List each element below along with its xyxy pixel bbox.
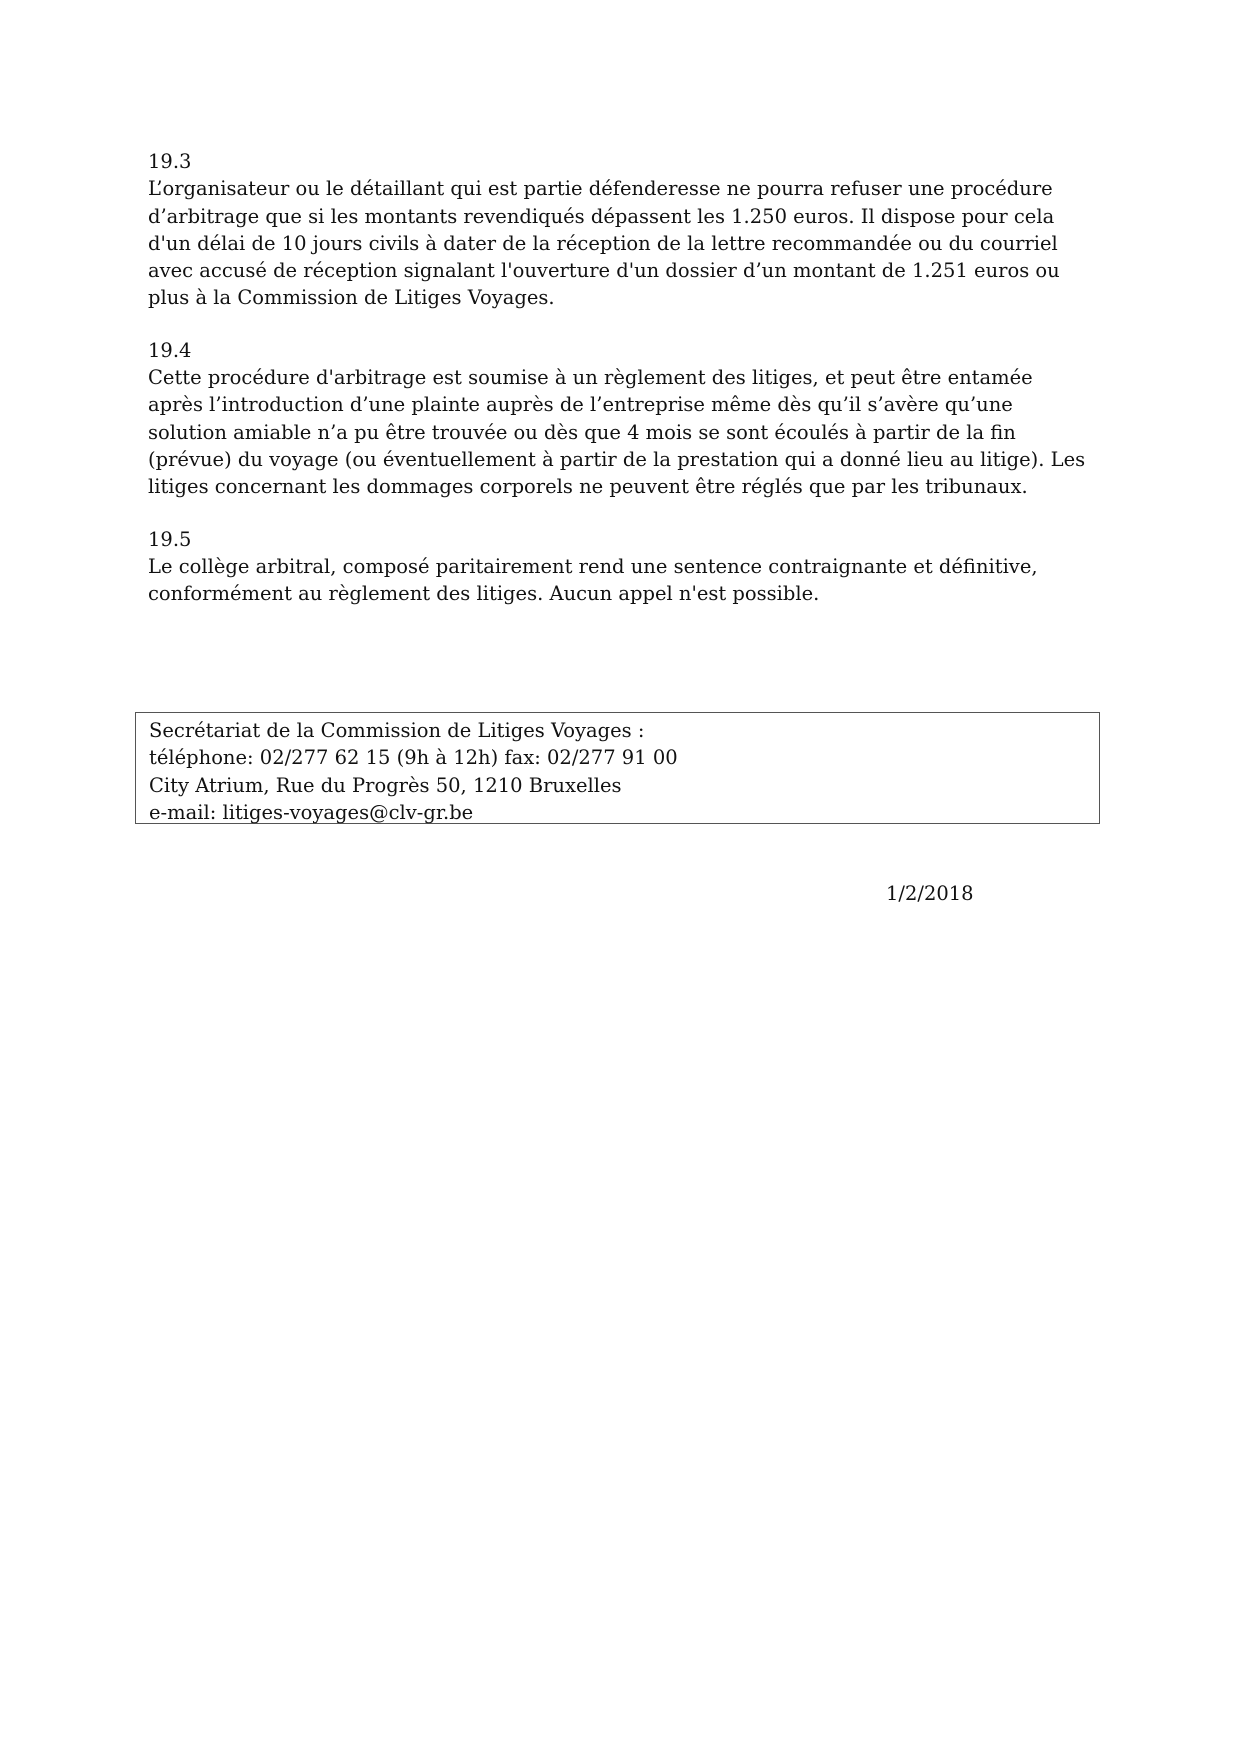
section-number: 19.3: [148, 150, 192, 173]
document-date: 1/2/2018: [886, 882, 974, 905]
section-paragraph: L’organisateur ou le détaillant qui est partie défenderesse ne pourra refuser une procédure d’arbitrage que si les montants revendiqués dépassent les 1.250 euros. Il dispose pour cela d'un délai de 10 jours civils à dater de la réception de la lettre recommandée ou du courriel avec accusé de réception signalant l'ouverture d'un dossier d’un montant de 1.251 euros ou plus à la Commission de Litiges Voyages.: [148, 177, 1060, 310]
contact-address: City Atrium, Rue du Progrès 50, 1210 Bruxelles: [149, 773, 622, 797]
section-number: 19.5: [148, 527, 192, 551]
contact-box: [135, 712, 1100, 824]
section-paragraph: Le collège arbitral, composé paritairement rend une sentence contraignante et définitive, conformément au règlement des litiges. Aucun appel n'est possible.: [148, 554, 1038, 606]
contact-title: Secrétariat de la Commission de Litiges Voyages :: [149, 719, 645, 742]
article-content: [148, 148, 1088, 632]
section-number: 19.4: [148, 338, 192, 362]
section-19-4: [148, 337, 1088, 501]
section-paragraph: Cette procédure d'arbitrage est soumise à un règlement des litiges, et peut être entamée après l’introduction d’une plainte auprès de l’entreprise même dès qu’il s’avère qu’une solution amiable n’a pu être trouvée ou dès que 4 mois se sont écoulés à partir de la fin (prévue) du voyage (ou éventuellement à partir de la prestation qui a donné lieu au litige). Les litiges concernant les dommages corporels ne peuvent être réglés que par les tribunaux.: [148, 366, 1086, 499]
contact-email: e-mail: litiges-voyages@clv-gr.be: [149, 800, 474, 824]
section-19-3: [148, 148, 1088, 312]
section-19-5: [148, 526, 1088, 608]
contact-phone: téléphone: 02/277 62 15 (9h à 12h) fax: 02/277 91 00: [149, 746, 678, 770]
